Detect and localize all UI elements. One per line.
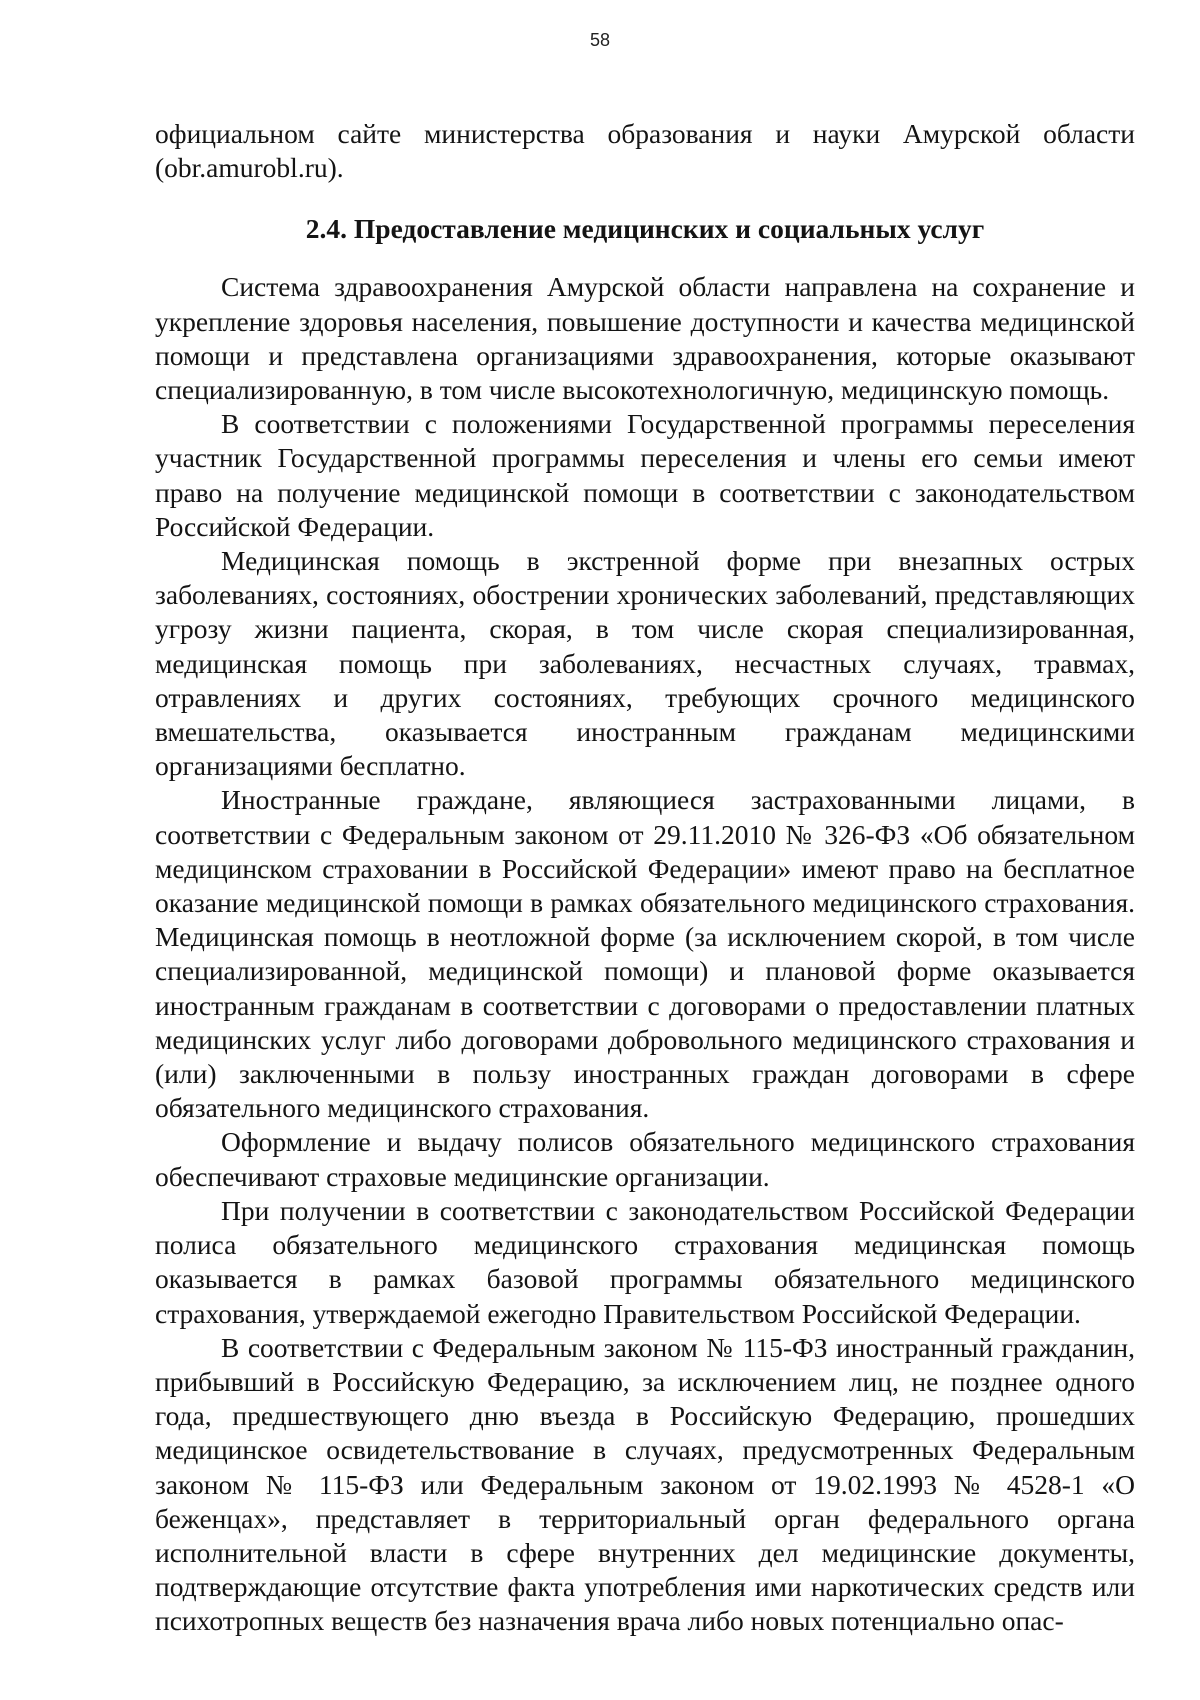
page-content <box>155 117 1135 1639</box>
paragraph: Система здравоохранения Амурской области направлена на сохранение и укрепление здоровья населения, повышение доступности и качества медицинской помощи и представлена организациями здравоохранения, которые оказывают специализированную, в том числе высокотехнологичную, медицинскую помощь. <box>155 271 1135 406</box>
section-heading: 2.4. Предоставление медицинских и социальных услуг <box>305 213 985 245</box>
page-number: 58 <box>589 30 611 50</box>
intro-paragraph: официальном сайте министерства образования и науки Амурской области (obr.amurobl.ru). <box>155 118 1135 184</box>
paragraph: Иностранные граждане, являющиеся застрахованными лицами, в соответствии с Федеральным законом от 29.11.2010 № 326-ФЗ «Об обязательном медицинском страховании в Российской Федерации» имеют право на бесплатное оказание медицинской помощи в рамках обязательного медицинского страхования. Медицинская помощь в неотложной форме (за исключением скорой, в том числе специализированной, медицинской помощи) и плановой форме оказывается иностранным гражданам в соответствии с договорами о предоставлении платных медицинских услуг либо договорами добровольного медицинского страхования и (или) заключенными в пользу иностранных граждан договорами в сфере обязательного медицинского страхования. <box>155 784 1135 1124</box>
paragraph: Медицинская помощь в экстренной форме при внезапных острых заболеваниях, состояниях, обострении хронических заболеваний, представляющих угрозу жизни пациента, скорая, в том числе скорая специализированная, медицинская помощь при заболеваниях, несчастных случаях, травмах, отравлениях и других состояниях, требующих срочного медицинского вмешательства, оказывается иностранным гражданам медицинскими организациями бесплатно. <box>155 545 1135 782</box>
paragraph: Оформление и выдачу полисов обязательного медицинского страхования обеспечивают страховые медицинские организации. <box>155 1126 1135 1192</box>
paragraph: При получении в соответствии с законодательством Российской Федерации полиса обязательного медицинского страхования медицинская помощь оказывается в рамках базовой программы обязательного медицинского страхования, утверждаемой ежегодно Правительством Российской Федерации. <box>155 1194 1135 1329</box>
paragraph: В соответствии с Федеральным законом № 115-ФЗ иностранный гражданин, прибывший в Российскую Федерацию, за исключением лиц, не позднее одного года, предшествующего дню въезда в Российскую Федерацию, прошедших медицинское освидетельствование в случаях, предусмотренных Федеральным законом № 115-ФЗ или Федеральным законом от 19.02.1993 № 4528-1 «О беженцах», представляет в территориальный орган федерального органа исполнительной власти в сфере внутренних дел медицинские документы, подтверждающие отсутствие факта употребления ими наркотических средств или психотропных веществ без назначения врача либо новых потенциально опас- <box>155 1331 1135 1637</box>
paragraph: В соответствии с положениями Государственной программы переселения участник Государственной программы переселения и члены его семьи имеют право на получение медицинской помощи в соответствии с законодательством Российской Федерации. <box>155 408 1135 542</box>
